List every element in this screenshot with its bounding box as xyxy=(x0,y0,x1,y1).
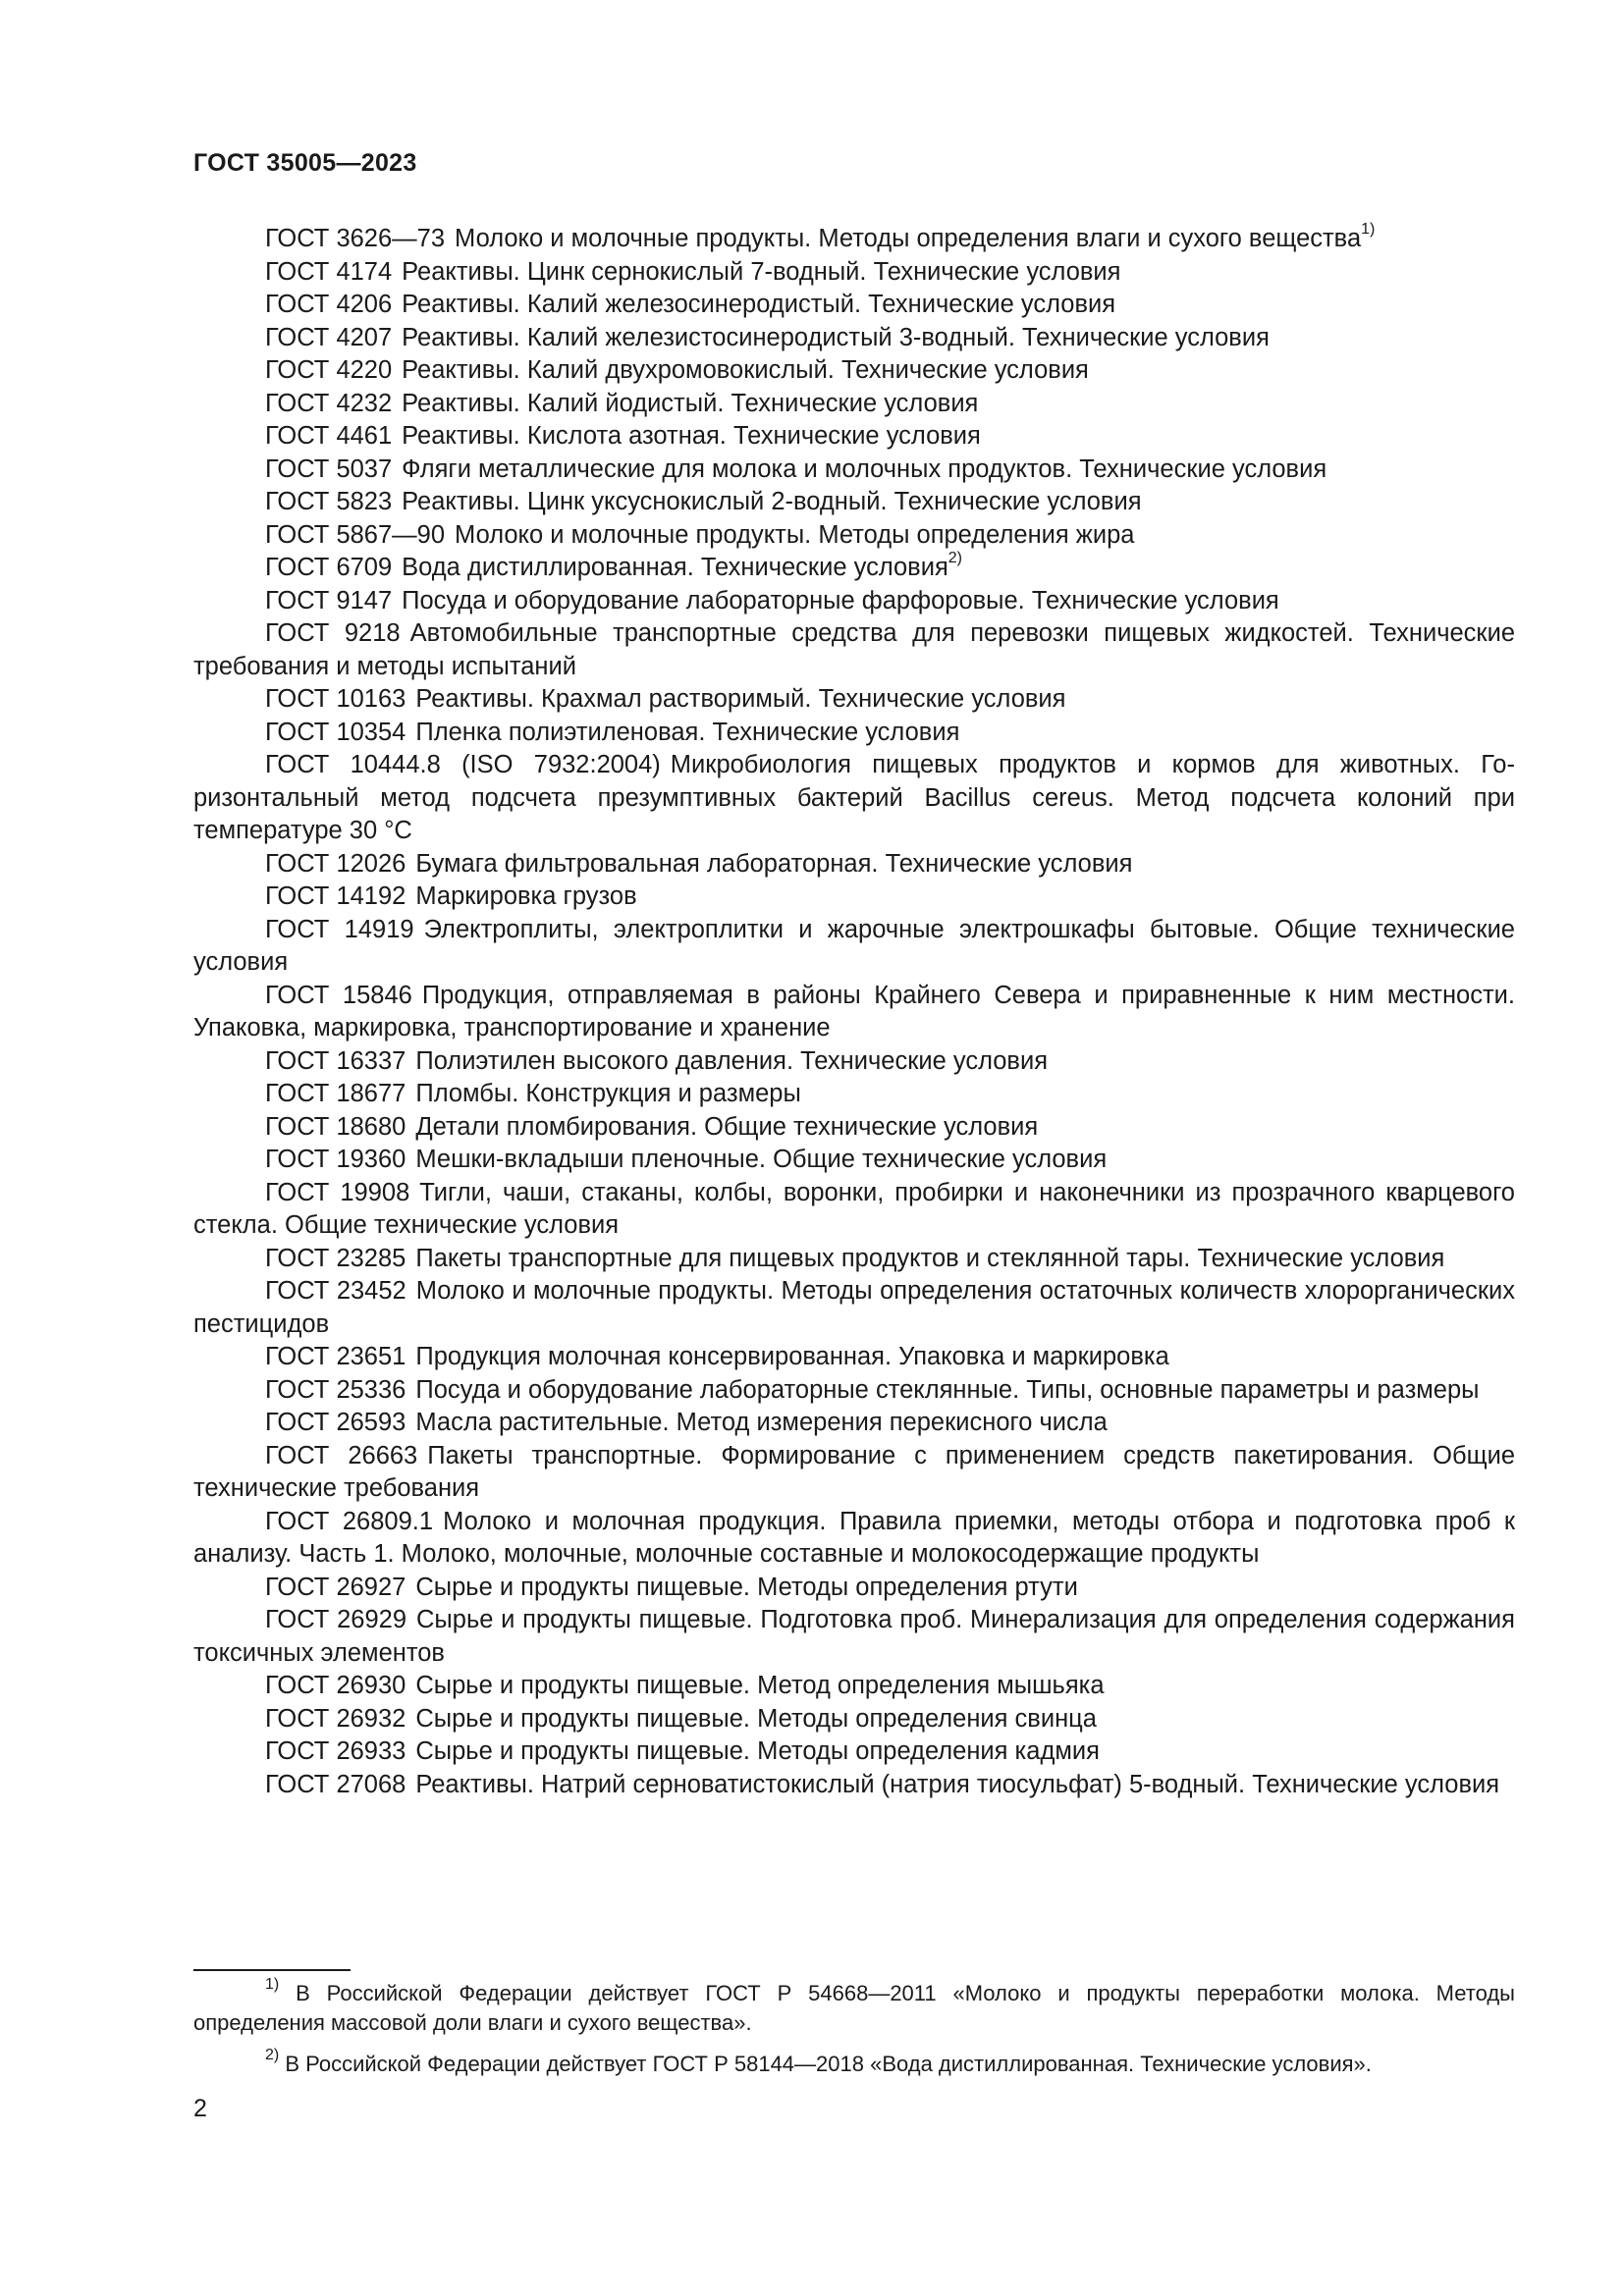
reference-entry xyxy=(193,454,1515,487)
footnotes xyxy=(193,1975,1515,2091)
footnote xyxy=(193,2046,1515,2079)
page-number: 2 xyxy=(193,2095,207,2122)
reference-entry xyxy=(193,486,1515,519)
reference-title: Реактивы. Цинк уксуснокислый 2-водный. Технические условия xyxy=(402,488,1142,515)
reference-code: ГОСТ 26809.1 xyxy=(265,1507,434,1535)
reference-code: ГОСТ 10354 xyxy=(265,718,406,746)
reference-code: ГОСТ 4206 xyxy=(265,291,393,318)
reference-entry xyxy=(193,1078,1515,1111)
reference-title: Пакеты транспортные. Формирование с применением средств пакетирования. Общие технические требования xyxy=(193,1441,1516,1502)
reference-title: Электроплиты, электроплитки и жарочные электрошкафы бытовые. Общие технические условия xyxy=(193,915,1515,976)
reference-code: ГОСТ 14192 xyxy=(265,882,406,910)
reference-code: ГОСТ 26593 xyxy=(265,1409,406,1436)
reference-entry xyxy=(193,1374,1515,1408)
reference-title: Сырье и продукты пищевые. Методы определения свинца xyxy=(415,1704,1097,1733)
reference-entry xyxy=(193,220,1515,256)
reference-title: Реактивы. Натрий серноватистокислый (натрия тиосульфат) 5-водный. Технические условия xyxy=(415,1770,1500,1798)
reference-title: Реактивы. Калий железосинеродистый. Технические условия xyxy=(402,291,1116,318)
reference-code: ГОСТ 10444.8 (ISO 7932:2004) xyxy=(265,751,661,778)
reference-entry xyxy=(193,1275,1515,1341)
reference-title: Микробиология пищевых продуктов и кормов для животных. Горизонтальный метод подсчета презумптивных бактерий Bacillus cereus. Метод подсчета колоний при температуре 30 °С xyxy=(193,751,1515,844)
reference-entry xyxy=(193,354,1515,388)
reference-title: Мешки-вкладыши пленочные. Общие технические условия xyxy=(415,1146,1108,1173)
reference-entry xyxy=(193,1735,1515,1769)
reference-code: ГОСТ 19908 xyxy=(265,1178,410,1206)
reference-code: ГОСТ 18677 xyxy=(265,1080,406,1107)
reference-entry xyxy=(193,1045,1515,1079)
reference-code: ГОСТ 10163 xyxy=(265,685,406,713)
reference-title: Детали пломбирования. Общие технические условия xyxy=(415,1112,1039,1141)
reference-title: Маркировка грузов xyxy=(415,882,637,910)
reference-entry xyxy=(193,519,1515,553)
reference-title: Молоко и молочные продукты. Методы определения остаточных количеств хлорорганических пестицидов xyxy=(193,1277,1515,1338)
reference-entry xyxy=(193,322,1515,355)
reference-code: ГОСТ 4207 xyxy=(265,323,393,351)
reference-code: ГОСТ 12026 xyxy=(265,849,406,878)
reference-entry xyxy=(193,1341,1515,1374)
reference-entry xyxy=(193,1769,1515,1802)
reference-title: Полиэтилен высокого давления. Технические условия xyxy=(415,1046,1049,1075)
reference-code: ГОСТ 9147 xyxy=(265,586,393,614)
reference-entry xyxy=(193,1144,1515,1177)
reference-title: Пакеты транспортные для пищевых продуктов и стеклянной тары. Технические условия xyxy=(415,1244,1445,1272)
reference-title: Молоко и молочные продукты. Методы определения влаги и сухого вещества xyxy=(455,225,1362,252)
reference-entry xyxy=(193,881,1515,914)
reference-title: Посуда и оборудование лабораторные стеклянные. Типы, основные параметры и размеры xyxy=(415,1375,1480,1404)
reference-title: Сырье и продукты пищевые. Методы определения ртути xyxy=(415,1573,1078,1601)
reference-title: Посуда и оборудование лабораторные фарфоровые. Технические условия xyxy=(402,586,1279,614)
reference-code: ГОСТ 16337 xyxy=(265,1046,406,1075)
reference-entry xyxy=(193,256,1515,290)
reference-code: ГОСТ 26927 xyxy=(265,1573,406,1601)
reference-code: ГОСТ 19360 xyxy=(265,1146,406,1173)
reference-entry xyxy=(193,549,1515,585)
reference-title: Бумага фильтровальная лабораторная. Технические условия xyxy=(415,849,1133,878)
reference-title: Реактивы. Кислота азотная. Технические условия xyxy=(402,422,981,450)
reference-code: ГОСТ 9218 xyxy=(265,619,401,647)
reference-entry xyxy=(193,683,1515,717)
footnote-text: В Российской Федерации действует ГОСТ Р 54668—2011 «Молоко и продукты переработки молока. Методы определения массовой доли влаги и сухого вещества». xyxy=(193,1981,1515,2035)
reference-title: Реактивы. Калий йодистый. Технические условия xyxy=(402,389,979,417)
reference-title: Молоко и молочная продукция. Правила приемки, методы отбора и подготовка проб к анализу. Часть 1. Молоко, молочные, молочные составные и молокосодержащие продукты xyxy=(193,1507,1515,1568)
reference-entry xyxy=(193,980,1515,1045)
reference-entry xyxy=(193,617,1515,683)
footnote xyxy=(193,1975,1515,2038)
reference-title: Продукция молочная консервированная. Упаковка и маркировка xyxy=(415,1343,1169,1370)
reference-entry xyxy=(193,585,1515,618)
reference-title: Реактивы. Крахмал растворимый. Технические условия xyxy=(415,685,1066,713)
reference-title: Тигли, чаши, стаканы, колбы, воронки, пробирки и наконечники из прозрачного кварцевого стекла. Общие технические условия xyxy=(193,1178,1515,1239)
reference-code: ГОСТ 27068 xyxy=(265,1770,406,1798)
reference-code: ГОСТ 26929 xyxy=(265,1606,407,1633)
normative-references-list xyxy=(193,220,1516,1801)
reference-title: Реактивы. Цинк сернокислый 7-водный. Технические условия xyxy=(402,257,1121,286)
reference-title: Реактивы. Калий двухромовокислый. Технические условия xyxy=(402,356,1089,384)
reference-entry xyxy=(193,1243,1515,1276)
footnote-marker: 2) xyxy=(947,549,962,566)
footnote-separator xyxy=(193,1969,351,1971)
reference-entry xyxy=(193,1604,1515,1670)
reference-entry xyxy=(193,289,1515,322)
reference-title: Вода дистиллированная. Технические условия xyxy=(402,554,948,581)
reference-title: Автомобильные транспортные средства для перевозки пищевых жидкостей. Технические требования и методы испытаний xyxy=(193,619,1515,680)
footnote-mark: 2) xyxy=(265,2046,280,2063)
document-header: ГОСТ 35005—2023 xyxy=(193,149,417,177)
reference-code: ГОСТ 26932 xyxy=(265,1704,406,1733)
reference-code: ГОСТ 4232 xyxy=(265,389,393,417)
reference-code: ГОСТ 25336 xyxy=(265,1375,406,1404)
reference-entry xyxy=(193,848,1515,881)
reference-code: ГОСТ 15846 xyxy=(265,981,412,1009)
reference-code: ГОСТ 18680 xyxy=(265,1112,406,1141)
reference-code: ГОСТ 26663 xyxy=(265,1441,418,1469)
reference-code: ГОСТ 5037 xyxy=(265,454,393,483)
reference-code: ГОСТ 14919 xyxy=(265,915,414,943)
footnote-mark: 1) xyxy=(265,1975,280,1993)
reference-entry xyxy=(193,1177,1515,1243)
reference-title: Продукция, отправляемая в районы Крайнего Севера и приравненные к ним местности. Упаковка, маркировка, транспортирование и хранение xyxy=(193,981,1515,1041)
reference-code: ГОСТ 23285 xyxy=(265,1244,406,1272)
reference-title: Реактивы. Калий железистосинеродистый 3-водный. Технические условия xyxy=(402,323,1270,351)
reference-entry xyxy=(193,1703,1515,1736)
reference-entry xyxy=(193,420,1515,454)
reference-code: ГОСТ 4174 xyxy=(265,257,393,286)
reference-code: ГОСТ 4461 xyxy=(265,422,393,450)
reference-title: Сырье и продукты пищевые. Методы определения кадмия xyxy=(415,1737,1100,1765)
reference-title: Пленка полиэтиленовая. Технические условия xyxy=(415,718,960,746)
reference-entry xyxy=(193,1506,1515,1572)
reference-entry xyxy=(193,388,1515,421)
reference-entry xyxy=(193,749,1515,848)
reference-code: ГОСТ 5823 xyxy=(265,488,393,515)
reference-title: Сырье и продукты пищевые. Метод определения мышьяка xyxy=(415,1672,1105,1699)
reference-entry xyxy=(193,914,1515,980)
reference-entry xyxy=(193,1440,1515,1506)
reference-entry xyxy=(193,1670,1515,1703)
reference-title: Сырье и продукты пищевые. Подготовка проб. Минерализация для определения содержания токсичных элементов xyxy=(193,1606,1515,1667)
reference-title: Пломбы. Конструкция и размеры xyxy=(415,1080,801,1107)
footnote-marker: 1) xyxy=(1361,220,1376,238)
reference-code: ГОСТ 23651 xyxy=(265,1343,406,1370)
reference-title: Фляги металлические для молока и молочных продуктов. Технические условия xyxy=(402,454,1327,483)
reference-title: Молоко и молочные продукты. Методы определения жира xyxy=(455,520,1135,549)
footnote-text: В Российской Федерации действует ГОСТ Р 58144—2018 «Вода дистиллированная. Технические условия». xyxy=(285,2052,1372,2076)
reference-code: ГОСТ 5867—90 xyxy=(265,520,446,549)
reference-entry xyxy=(193,1111,1515,1145)
reference-entry xyxy=(193,1407,1515,1440)
reference-code: ГОСТ 26933 xyxy=(265,1737,406,1765)
reference-code: ГОСТ 4220 xyxy=(265,356,393,384)
reference-code: ГОСТ 6709 xyxy=(265,554,393,581)
reference-entry xyxy=(193,1572,1515,1605)
reference-entry xyxy=(193,717,1515,750)
reference-code: ГОСТ 26930 xyxy=(265,1672,406,1699)
reference-code: ГОСТ 3626—73 xyxy=(265,225,446,252)
reference-title: Масла растительные. Метод измерения перекисного числа xyxy=(415,1409,1108,1436)
reference-code: ГОСТ 23452 xyxy=(265,1277,406,1305)
